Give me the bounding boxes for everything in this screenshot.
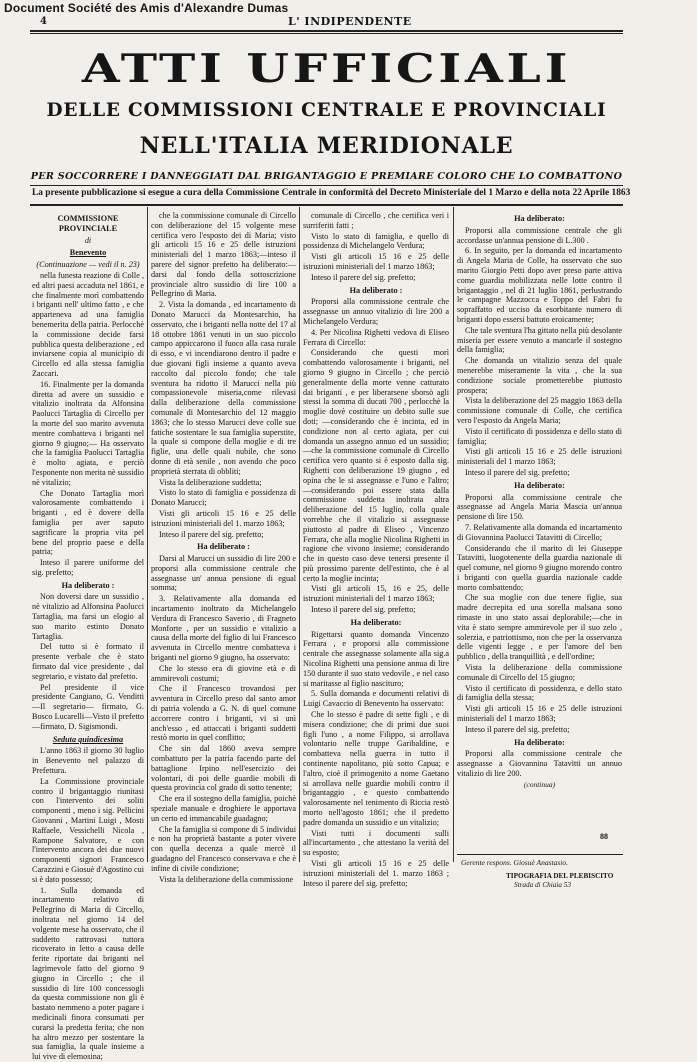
paragraph: Rigettarsi quanto domanda Vincenzo Ferrara , e proporsi alla commissione centrale che assegnasse solamente alla sig.a Nicolina Righetti una pensione annua di lire 150 durante il suo stato vedovile , e nel caso si maritasse al figlio nascituro; [303,629,449,688]
session-heading: Seduta quindicesima [52,734,124,744]
paragraph: Proporsi alla commissione centrale che assegnasse a Giovannina Tatavitti un annuo vitalizio di lire 200. [457,749,622,779]
paragraph: Vista la deliberazione della commissione comunale di Circello del 15 giugno; [457,663,622,682]
paragraph: 16. Finalmente per la domanda diretta ad avere un sussidio e vitalizio inoltrata da Alfonsina Paolucci Tartaglia di Circello per la morte del suo marito avvenuta mentre combatteva i briganti nel giorno 9 giugno;— Ha osservato che la famiglia Paolucci Tartaglia è molto agiata, e perciò l'esponente non merita nè sussidio nè vitalizio; [32,379,144,487]
paragraph: Visti gli articoli 15 16 e 25 delle istruzioni ministeriali del 1. marzo 1863 ; Inteso il parere del sig. prefetto; [303,859,449,888]
paragraph: Vista la deliberazione suddetta; [159,477,262,487]
deliberation-heading: Ha deliberato : [349,285,403,295]
paragraph: Proporsi alla commissione centrale che assegnasse ad Angela Maria Mascia un'annua pensione di lire 150. [457,492,622,522]
deliberation-heading: Ha deliberato: [514,737,565,747]
paragraph: Che era il sostegno della famiglia, poichè speziale manuale e droghiere le apportava un certo ed immancabile guadagno; [151,794,296,823]
article-column-1 [32,211,144,1062]
paragraph: Che lo stesso era di giovine età e di ammirevoli costumi; [151,663,296,683]
paragraph: 1. Sulla domanda ed incartamento relativo di Pellegrino di Maria di Circello, inoltrata nel giorno 14 del volgente mese ha osservato, che il suddetto rattrovasi tuttora ricoverato in letto a causa delle ferite riportate dai briganti nel lagrimevole fatto del giorno 9 giugno in Circello ; che il sussidio di lire 100 concessogli da questa commissione non gli è bastato nemmeno a poter pagare i medicinali finora consumati per curarsi la predetta ferita; che non ha altro mezzo per sostentare la sua famiglia, la quale insieme a lui vive di elemosina; [32,885,144,1062]
deliberation-heading: Ha deliberato: [514,480,565,490]
paragraph: La Commissione provinciale contro il brigantaggio riunitasi con l'intervento dei soliti componenti , meno i sig. Pellicini Giovanni , Martini Luigi , Mosti Raffaele, Vessichelli Nicola , Rampone Salvatore, e con l'intervento ancora dei due nuovi componenti signori Francesco Carazzini e Giosuè d'Agostino cui si è dato possesso; [32,776,144,884]
paragraph: Visti gli articoli 15 16 e 25 delle istruzioni ministeriali del 1 marzo 1863; [303,252,449,271]
paragraph: 2. Vista la domanda , ed incartamento di Donato Marucci da Montesarchio, ha osservato, che i briganti nella notte del 17 al 18 ottobre 1861 venuti in un suo piccolo campo appiccarono il fuoco alla casa rurale di esso, e vi incendiarono dentro il padre e due giovani figli insieme a quanto aveva raccolto dal piccolo fondo; che tale sventura ha ridotto il Marucci nella più compassionevole miseria,come rilevasi dalla deliberazione della commissione comunale di Montesarchio del 12 maggio 1863; che lo stesso Marucci deve colle sue fatiche sostentare le sua famiglia superstite, la quale si compone della moglie e di tre figlie, una delle quali nubile, che sono donne di età senile , non avendo che poco proprietà sterrata di obbliti; [151,300,296,476]
paragraph: Visti gli articoli 15 16 e 25 delle istruzioni ministeriali del 1 marzo 1863; [457,447,622,467]
paragraph: Vista la deliberazione del 25 maggio 1863 della commissione comunale di Colle, che certifica vero l'esposto da Angela Maria; [457,396,622,425]
paragraph: Che il Francesco trovandosi per avventura in Circello preso dal santo amor di patria volendo a G. N. di quel comune accorrere contro i briganti, vi si unì anch'esso , ed attaccati i briganti suddetti restò morto in quel conflitto; [151,684,296,743]
paragraph: Inteso il parere del sig. prefetto; [465,724,570,734]
paragraph: che la commissione comunale di Circello con deliberazione del 15 volgente mese certifica vero l'esposto dei di Maria; visto gli articoli 15 16 e 25 delle istruzioni ministeriali del 1 marzo 1863;—inteso il parere del signor prefetto ha deliberato:—darsi dal fondo della sottoscrizione provinciale altro sussidio di lire 100 a Pellegrino di Maria. [151,211,296,299]
subtitle-purpose: PER SOCCORRERE I DANNEGGIATI DAL BRIGANTAGGIO E PREMIARE COLORO CHE LO COMBATTONO [30,171,623,182]
paragraph: Non doversi dare un sussidio , nè vitalizio ad Alfonsina Paolucci Tartaglia, ma farsi un elogio al suo marito estinto Donato Tartaglia. [32,592,144,641]
paragraph: comunale di Circello , che certifica veri i surriferiti fatti ; [303,211,449,230]
paragraph: 6. In seguito, per la domanda ed incartamento di Angela Maria de Colle, ha osservato che suo marito Giorgio Petti dopo aver preso parte attiva come guardia mobilizzata nelle lotte contro il brigantaggio , nel dì 21 luglio 1861, perlustrando le campagne Mazzocca e Toppo del Fabri fu sopraffatto ed ucciso da esorbitante numero di briganti dopo essersi battuto eroicamente; [457,246,622,324]
paragraph: Considerando che questi morì combattendo valorosamente i briganti, nel giorno 9 giugno in Circello ; che perciò generalmente della morte venne catturato dai briganti , e per liberarsene sborsò agli stessi la somma di ducati 700 , perlocchè la moglie dovè costituire un debito sulle sue doti; —considerando che è incinta, ed in condizione non al certo agiata, per cui domanda un assegno annuo ed un sussidio;—che la commissione comunale di Circello certifica vero quanto si è esposto dalla sig. Righetti con deliberazione 19 giugno , ed opina che le si assegnasse e l'uno e l'altro; —considerando poi essere stata dalla commissione suddetta inoltrata altra deliberazione del 15 luglio, colla quale vorrebbe che il vitalizio si assegnasse piuttosto al padre di Eliseo , Vincenzo Ferrara, che alla moglie Nicolina Righetti in ragione che vivono insieme; considerando che in questo caso deve tenersi presente il più prossimo parente dell'estinto, che è al certo la moglie incinta; [303,348,449,583]
responsible-editor: Gerente respons. Giosuè Anastasio. [461,858,569,867]
continuation-marker: (continua) [523,779,556,789]
printer-address: Strada di Chiaia 53 [514,881,571,889]
paragraph: Che sua moglie con due tenere figlie, sua madre decrepita ed una sorella malsana sono rimaste in uno stato assai deplorabile;—che in vita è stato sempre ammirevole per il suo zelo , solerzia, e patriottismo, non che per la osservanza delle vigenti legge , e per l'amore del ben pubblico , della tranquillità , e dell'ordine; [457,593,622,662]
paragraph: 5. Sulla domanda e documenti relativi di Luigi Cavaccio di Benevento ha osservato: [303,689,449,709]
subtitle-commissions: DELLE COMMISSIONI CENTRALE E PROVINCIALI [46,100,607,121]
notice-rule-bottom [30,204,623,206]
paragraph: Visto lo stato di famiglia, e quello di possidenza di Michelangelo Verdura; [303,231,449,251]
paragraph: Visto il certificato di possidenza e dello stato di famiglia; [457,426,622,446]
section-heading: COMMISSIONE PROVINCIALE [57,214,119,233]
header-rule-thin [30,33,623,34]
paragraph: Che domanda un vitalizio senza del quale menerebbe miseramente la vita , che la sua condizione sociale prometterebbe piuttosto prospera; [457,356,622,395]
paragraph: Del tutto si è formato il presente verbale che è stato firmato dal vice presidente , dal segretario, e vistato dal prefetto. [32,642,144,681]
deliberation-heading: Ha deliberato: [514,214,565,223]
paragraph: Visti gli articoli 15 16 e 25 delle istruzioni ministeriali del 1 marzo 1863; [457,704,622,724]
paragraph: Proporsi alla commissione centrale che gli accordasse un'annua pensione di L.300 . [457,225,622,245]
header-rule [30,30,623,32]
continuation-note: (Continuazione — vedi il n. 23) [36,260,140,270]
page-number: 4 [40,16,47,27]
paragraph: nella funesta reazione di Colle , ed altri paesi accaduta nel 1861, e che finalmente morì combattendo i briganti nell' ultimo fatto , e che apparteneva ad una famiglia benemerita della patria. Perlocchè la commissione decide farsi pubblica questa deliberazione , ed inviarsene copia al municipio di Circello ed alla stessa famiglia Zaccari. [32,270,144,378]
paragraph: Darsi al Marucci un sussidio di lire 200 e proporsi alla commissione centrale che assegnasse un' annua pensione di egual somma; [151,554,296,593]
deliberation-heading: Ha deliberato : [61,580,115,590]
article-column-3 [303,211,449,888]
paragraph: Che la famiglia si compone di 5 individui e non ha proprietà bastante a poter vivere con quella decenza a quale mercè il guadagno del Francesco conservava e che è infine di civile condizione; [151,824,296,873]
subtitle-region: NELL'ITALIA MERIDIONALE [139,133,514,159]
notice-rule-top [30,185,623,186]
footer-rule [457,854,623,855]
paragraph: Che Donato Tartaglia morì valorosamente combattendo i briganti , ed è dovere della famiglia per aver saputo sagrificare la propria vita pel bene del proprio paese e della patria; [32,488,144,557]
article-column-2 [151,211,296,884]
paragraph: Inteso il parere del sig. prefetto; [159,529,264,539]
paragraph: Che lo stesso è padre di sette figli , e di misera condizione; che di primi due suoi figli l'uno , a nome Filippo, si arrollava volontario nelle truppe Garibaldine, e combatteva nella guerra in tutto il continente napolitano, più sotto Capua; e l'altro, cioè il primogenito a nome Gaetano si arrollava nelle guardie mobili contro il brigantaggio , e questo combattendo valorosamente nel tenimento di Riccia restò morto nell'agosto 1861; che il predetto padre domanda un sussidio e un vitalizio; [303,710,449,827]
paragraph: Visto il certificato di possidenza, e dello stato di famiglia della stessa; [457,683,622,703]
journal-name: L' INDIPENDENTE [288,15,412,28]
paragraph: 7. Relativamente alla domanda ed incartamento di Giovannina Paolucci Tatavitti di Circello; [457,522,622,542]
paragraph: Proporsi alla commissione centrale che assegnasse un annuo vitalizio di lire 200 a Michelangelo Verdura; [303,297,449,326]
paragraph: Considerando che il marito di lei Giuseppe Tatavitti, luogotenente della guardia nazionale di quel comune, nel giorno 9 giugno morendo contro i briganti con quella guardia nazionale cadde morto combattendo; [457,543,622,592]
paragraph: Che sin dal 1860 aveva sempre combattuto per la patria facendo parte del battaglione Irpino nell'esercizio dei volontari, di poi delle guardie mobili di questa provincia col grado di sotto tenente; [151,744,296,793]
paragraph: Visti gli articoli 15, 16 e 25, delle istruzioni ministeriali del 1 marzo 1863; [303,584,449,604]
paragraph: Inteso il parere del sig. prefetto; [465,467,570,477]
paragraph: Visti tutti i documenti sulli all'incartamento , che attestano la verità del su esposto; [303,828,449,858]
publication-notice: La presente pubblicazione si esegue a cura della Commissione Centrale in conformità del Decreto Ministeriale del 1 Marzo e della nota 22 Aprile 1863 [32,188,631,198]
main-title: ATTI UFFICIALI [81,46,572,92]
column-divider [299,207,300,862]
paragraph: 4. Per Nicolina Righetti vedova di Eliseo Ferrara di Circello: [303,327,449,347]
issue-number: 88 [600,832,608,841]
paragraph: Vista la deliberazione della commissione [159,874,294,884]
paragraph: Inteso il parere del sig. prefetto; [311,605,416,615]
column-divider [147,207,148,862]
article-column-4 [457,211,622,826]
paragraph: L'anno 1863 il giorno 30 luglio in Benevento nel palazzo di Prefettura. [32,746,144,776]
paragraph: 3. Relativamente alla domanda ed incartamento inoltrato da Michelangelo Verdura di Francesco Saverio , di Fragneto Monforte , per un sussidio e vitalizio a causa della morte del figlio di lui Francesco avvenuta in Circello mentre combatteva i briganti nel giorno 9 giugno, ha osservato: [151,594,296,663]
signatures: Pel presidente il vice presidente Cangiano, G. Venditti—Il segretario— firmato, G. Bosco Lucarelli—Visto il prefetto—firmato, D. Sigismondi. [32,682,144,731]
paragraph: Visto lo stato di famiglia e possidenza di Donato Marucci; [151,488,296,508]
section-place: Benevento [69,248,107,258]
paragraph: Che tale sventura l'ha gittato nella più desolante miseria per essere venuto a mancarle il sostegno della famiglia; [457,325,622,355]
paragraph: Inteso il parere uniforme del sig. prefetto; [32,558,144,577]
archive-watermark: Document Société des Amis d'Alexandre Dumas [4,1,289,15]
deliberation-heading: Ha deliberato: [350,617,402,627]
printer-name: TIPOGRAFIA DEL PLEBISCITO [506,872,614,880]
column-divider [453,207,454,862]
section-heading-di: di [84,235,92,245]
paragraph: Inteso il parere del sig. prefetto; [311,272,416,282]
deliberation-heading: Ha deliberato : [197,542,250,552]
paragraph: Visti gli articoli 15 16 e 25 delle istruzioni ministeriali del 1. marzo 1863; [151,508,296,528]
